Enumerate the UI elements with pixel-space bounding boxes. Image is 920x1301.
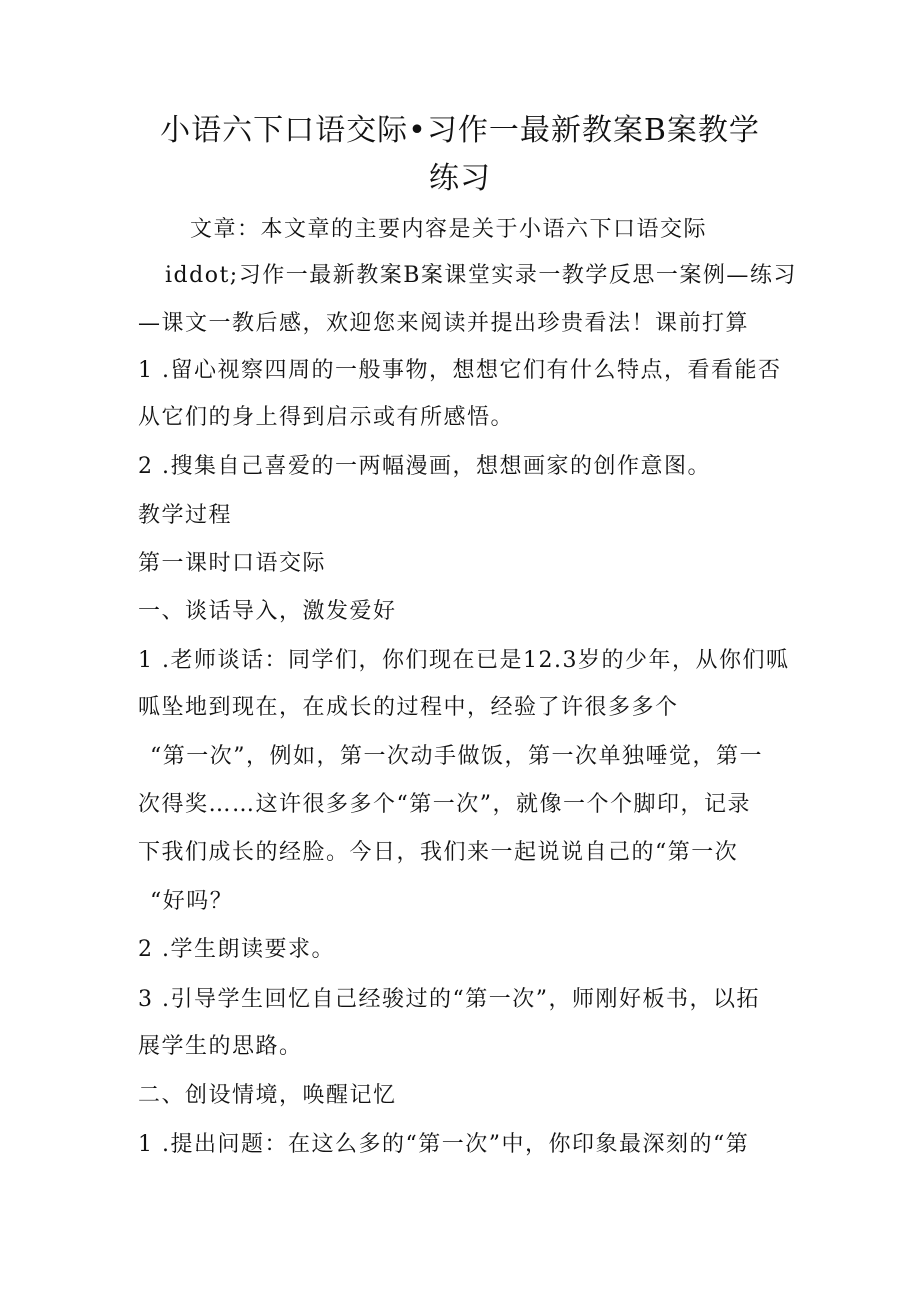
part-1-item-1-line-4: 次得奖……这许很多多个“第一次”，就像一个个脚印，记录 (138, 792, 751, 817)
document-title-line-1: 小语六下口语交际•习作一最新教案B案教学 (160, 113, 760, 148)
part-1-item-1-line-6: “好吗？ (150, 889, 234, 914)
section-heading-part-1: 一、谈话导入，激发爱好 (138, 599, 397, 624)
section-heading-lesson-1: 第一课时口语交际 (138, 551, 327, 576)
part-1-item-3-line-2: 展学生的思路。 (138, 1034, 303, 1059)
intro-line-1: 文章：本文章的主要内容是关于小语六下口语交际 (190, 217, 708, 242)
part-1-item-1-line-3: “第一次”，例如，第一次动手做饭，第一次单独唾觉，第一 (150, 744, 763, 769)
part-1-item-2: 2 .学生朗读要求。 (138, 937, 335, 962)
prep-item-1-line-1: 1 .留心视察四周的一般事物，想想它们有什么特点，看看能否 (138, 358, 782, 383)
document-title-line-2: 练习 (429, 161, 491, 196)
intro-line-2: iddot;习作一最新教案B案课堂实录一教学反思一案例—练习 (165, 263, 797, 288)
part-1-item-1-line-2: 呱坠地到现在，在成长的过程中，经验了许很多多个 (138, 695, 679, 720)
prep-item-2: 2 .搜集自己喜爱的一两幅漫画，想想画家的创作意图。 (138, 454, 711, 479)
intro-line-3: —课文一教后感，欢迎您来阅读并提出珍贵看法！课前打算 (138, 311, 750, 336)
section-heading-part-2: 二、创设情境，唤醒记忆 (138, 1083, 397, 1108)
part-1-item-1-line-1: 1 .老师谈话：同学们，你们现在已是12.3岁的少年，从你们呱 (138, 648, 790, 673)
part-2-item-1-line-1: 1 .提出问题：在这么多的“第一次”中，你印象最深刻的“第 (138, 1132, 750, 1157)
part-1-item-1-line-5: 下我们成长的经脸。今日，我们来一起说说自己的“第一次 (138, 840, 739, 865)
part-1-item-3-line-1: 3 .引导学生回忆自己经骏过的“第一次”，师刚好板书，以拓 (138, 987, 760, 1012)
section-heading-process: 教学过程 (138, 503, 233, 528)
prep-item-1-line-2: 从它们的身上得到启示或有所感悟。 (138, 405, 515, 430)
